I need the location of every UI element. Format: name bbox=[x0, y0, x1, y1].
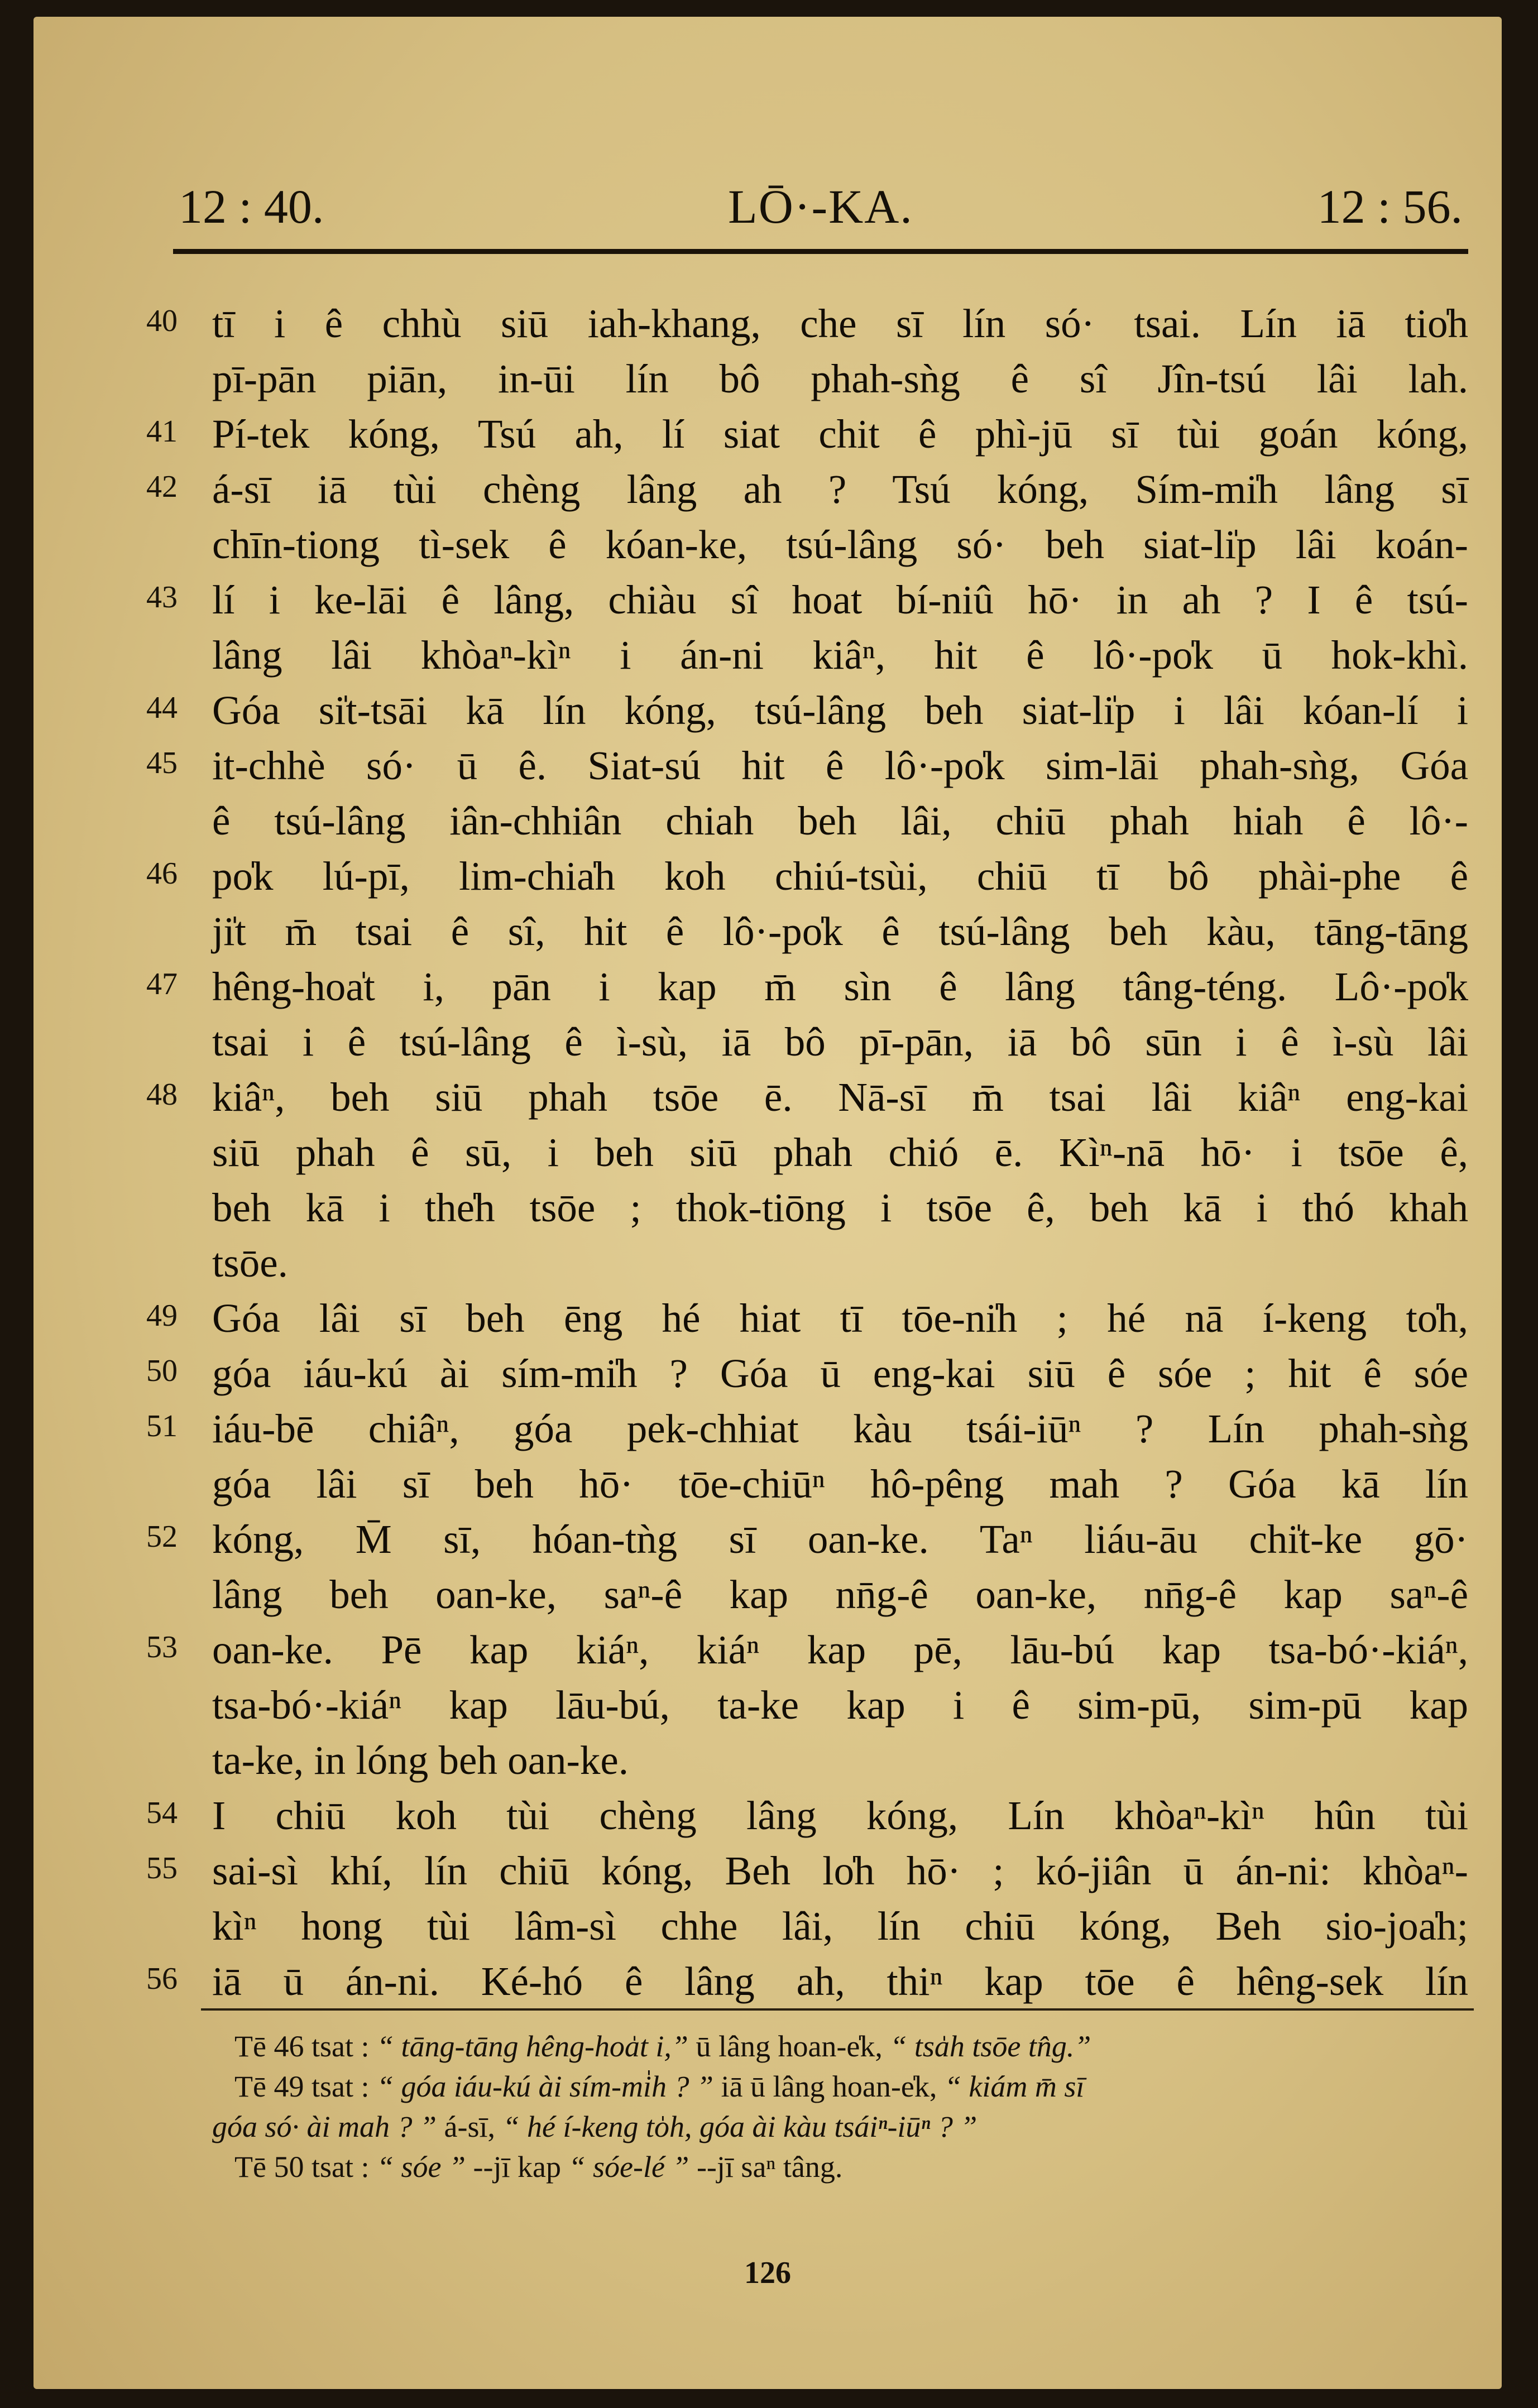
line-text: góa iáu-kú ài sím-mi̍h ? Góa ū eng-kai siū ê sóe ; hit ê sóe bbox=[212, 1351, 1468, 1396]
header-left-reference: 12 : 40. bbox=[179, 180, 324, 233]
line-text: kiâⁿ, beh siū phah tsōe ē. Nā-sī m̄ tsai lâi kiâⁿ eng-kai bbox=[212, 1075, 1468, 1120]
verse-number: 49 bbox=[146, 1298, 178, 1333]
verse-number: 56 bbox=[146, 1961, 178, 1996]
line-text: lí i ke-lāi ê lâng, chiàu sî hoat bí-niû hō· in ah ? I ê tsú- bbox=[212, 577, 1468, 622]
footnote-50 bbox=[234, 2147, 1463, 2187]
verse-number: 55 bbox=[146, 1851, 178, 1886]
verse-number: 41 bbox=[146, 414, 178, 449]
running-header bbox=[179, 179, 1463, 240]
page-number: 126 bbox=[744, 2256, 791, 2290]
text-line bbox=[212, 1456, 1468, 1512]
line-text: ê tsú-lâng iân-chhiân chiah beh lâi, chiū phah hiah ê lô·- bbox=[212, 798, 1468, 843]
verse-number: 51 bbox=[146, 1409, 178, 1443]
line-text: kóng, M̄ sī, hóan-tǹg sī oan-ke. Taⁿ liáu-āu chi̍t-ke gō· bbox=[212, 1517, 1468, 1562]
line-text: I chiū koh tùi chèng lâng kóng, Lín khòaⁿ-kìⁿ hûn tùi bbox=[212, 1793, 1468, 1838]
footnote-quote: “ tāng-tāng hêng-hoa̍t i,” bbox=[376, 2030, 688, 2063]
text-line bbox=[146, 1622, 1468, 1677]
text-line bbox=[146, 1401, 1468, 1456]
text-line bbox=[146, 406, 1468, 462]
verse-number: 46 bbox=[146, 856, 178, 891]
line-text: tsa-bó·-kiáⁿ kap lāu-bú, ta-ke kap i ê sim-pū, sim-pū kap bbox=[212, 1682, 1468, 1728]
text-line bbox=[146, 848, 1468, 904]
footnote-text: á-sī, bbox=[444, 2110, 503, 2143]
text-line bbox=[146, 1954, 1468, 2009]
text-line bbox=[146, 1069, 1468, 1125]
line-text: oan-ke. Pē kap kiáⁿ, kiáⁿ kap pē, lāu-bú kap tsa-bó·-kiáⁿ, bbox=[212, 1627, 1468, 1672]
footnote-label: Tē 50 tsat : bbox=[234, 2150, 370, 2184]
footnote-49 bbox=[234, 2066, 1463, 2107]
footnote-text: --jī saⁿ tâng. bbox=[696, 2150, 843, 2184]
header-right-reference: 12 : 56. bbox=[1317, 180, 1463, 233]
text-line bbox=[212, 1567, 1468, 1622]
line-text: lâng beh oan-ke, saⁿ-ê kap nn̄g-ê oan-ke, nn̄g-ê kap saⁿ-ê bbox=[212, 1572, 1468, 1617]
footnote-label: Tē 46 tsat : bbox=[234, 2030, 370, 2063]
text-line bbox=[212, 351, 1468, 406]
text-line bbox=[212, 793, 1468, 848]
text-line bbox=[212, 1677, 1468, 1733]
text-line bbox=[212, 904, 1468, 959]
line-text: po̍k lú-pī, lim-chia̍h koh chiú-tsùi, chiū tī bô phài-phe ê bbox=[212, 853, 1468, 899]
verse-number: 54 bbox=[146, 1796, 178, 1830]
text-line bbox=[146, 1512, 1468, 1567]
line-text: siū phah ê sū, i beh siū phah chió ē. Kìⁿ-nā hō· i tsōe ê, bbox=[212, 1130, 1468, 1175]
text-line bbox=[146, 1346, 1468, 1401]
line-text: lâng lâi khòaⁿ-kìⁿ i án-ni kiâⁿ, hit ê lô·-po̍k ū hok-khì. bbox=[212, 632, 1468, 678]
text-line bbox=[146, 683, 1468, 738]
verse-number: 50 bbox=[146, 1354, 178, 1388]
verse-number: 43 bbox=[146, 580, 178, 615]
footnote-label: Tē 49 tsat : bbox=[234, 2070, 370, 2103]
verse-number: 48 bbox=[146, 1077, 178, 1112]
line-text: pī-pān piān, in-ūi lín bô phah-sǹg ê sî Jîn-tsú lâi lah. bbox=[212, 356, 1468, 401]
verse-number: 47 bbox=[146, 967, 178, 1001]
line-text: beh kā i the̍h tsōe ; thok-tiōng i tsōe ê, beh kā i thó khah bbox=[212, 1185, 1468, 1230]
footnote-46 bbox=[234, 2026, 1463, 2066]
scripture-text bbox=[146, 296, 1468, 2009]
footnote-quote: “ sóe-lé ” bbox=[568, 2150, 689, 2184]
text-line bbox=[146, 1843, 1468, 1898]
line-text: it-chhè só· ū ê. Siat-sú hit ê lô·-po̍k sim-lāi phah-sǹg, Góa bbox=[212, 743, 1468, 788]
line-text: Góa lâi sī beh ēng hé hiat tī tōe-ni̍h ; hé nā í-keng to̍h, bbox=[212, 1296, 1468, 1341]
verse-number: 52 bbox=[146, 1519, 178, 1554]
text-line bbox=[212, 1125, 1468, 1180]
book-page bbox=[33, 17, 1502, 2389]
verse-number: 53 bbox=[146, 1630, 178, 1665]
verse-number: 40 bbox=[146, 304, 178, 338]
verse-number: 44 bbox=[146, 690, 178, 725]
footnote-rule bbox=[201, 2008, 1474, 2011]
footnote-text: iā ū lâng hoan-e̍k, bbox=[721, 2070, 945, 2103]
footnote-quote: “ kiám m̄ sī bbox=[944, 2070, 1085, 2103]
footnote-text: ū lâng hoan-e̍k, bbox=[696, 2030, 890, 2063]
text-line bbox=[146, 572, 1468, 627]
verse-number: 45 bbox=[146, 746, 178, 780]
line-text: tsōe. bbox=[212, 1240, 288, 1285]
header-book-title: LŌ·-KA. bbox=[728, 180, 913, 233]
line-text: kìⁿ hong tùi lâm-sì chhe lâi, lín chiū kóng, Beh sio-joa̍h; bbox=[212, 1903, 1468, 1949]
line-text: ta-ke, in lóng beh oan-ke. bbox=[212, 1738, 629, 1783]
verse-number: 42 bbox=[146, 469, 178, 504]
line-text: góa lâi sī beh hō· tōe-chiūⁿ hô-pêng mah ? Góa kā lín bbox=[212, 1461, 1468, 1507]
footnote-quote: góa só· ài mah ? ” bbox=[212, 2110, 437, 2143]
line-text: sai-sì khí, lín chiū kóng, Beh lo̍h hō· ; kó-jiân ū án-ni: khòaⁿ- bbox=[212, 1848, 1468, 1893]
line-text: á-sī iā tùi chèng lâng ah ? Tsú kóng, Sím-mi̍h lâng sī bbox=[212, 467, 1468, 512]
line-text: Góa si̍t-tsāi kā lín kóng, tsú-lâng beh siat-li̍p i lâi kóan-lí i bbox=[212, 688, 1468, 733]
footnote-quote: “ hé í-keng to̍h, góa ài kàu tsáiⁿ-iūⁿ ? ” bbox=[502, 2110, 978, 2143]
line-text: ji̍t m̄ tsai ê sî, hit ê lô·-po̍k ê tsú-lâng beh kàu, tāng-tāng bbox=[212, 909, 1468, 954]
footnote-quote: “ sóe ” bbox=[376, 2150, 466, 2184]
text-line bbox=[212, 1014, 1468, 1069]
line-text: iáu-bē chiâⁿ, góa pek-chhiat kàu tsái-iūⁿ ? Lín phah-sǹg bbox=[212, 1406, 1468, 1451]
text-line bbox=[146, 738, 1468, 793]
line-text: chīn-tiong tì-sek ê kóan-ke, tsú-lâng só· beh siat-li̍p lâi koán- bbox=[212, 522, 1468, 567]
text-line bbox=[146, 959, 1468, 1014]
text-line bbox=[146, 462, 1468, 517]
line-text: Pí-tek kóng, Tsú ah, lí siat chit ê phì-jū sī tùi goán kóng, bbox=[212, 411, 1468, 457]
footnote-quote: “ góa iáu-kú ài sím-mi̍h ? ” bbox=[376, 2070, 713, 2103]
text-line bbox=[212, 1180, 1468, 1235]
header-rule bbox=[173, 249, 1468, 254]
footnote-49-continued bbox=[212, 2107, 1463, 2147]
footnotes bbox=[212, 2026, 1463, 2187]
text-line bbox=[146, 1788, 1468, 1843]
text-line bbox=[212, 1898, 1468, 1954]
text-line bbox=[212, 1733, 1468, 1788]
line-text: hêng-hoa̍t i, pān i kap m̄ sìn ê lâng tâng-téng. Lô·-po̍k bbox=[212, 964, 1468, 1009]
footnote-text: --jī kap bbox=[473, 2150, 569, 2184]
line-text: tsai i ê tsú-lâng ê ì-sù, iā bô pī-pān, iā bô sūn i ê ì-sù lâi bbox=[212, 1019, 1468, 1064]
line-text: iā ū án-ni. Ké-hó ê lâng ah, thiⁿ kap tōe ê hêng-sek lín bbox=[212, 1959, 1468, 2004]
text-line bbox=[146, 296, 1468, 351]
line-text: tī i ê chhù siū iah-khang, che sī lín só· tsai. Lín iā tio̍h bbox=[212, 301, 1468, 346]
text-line bbox=[146, 1291, 1468, 1346]
text-line bbox=[212, 1235, 1468, 1291]
text-line bbox=[212, 627, 1468, 683]
text-line bbox=[212, 517, 1468, 572]
footnote-quote: “ tsa̍h tsōe tn̂g.” bbox=[890, 2030, 1091, 2063]
